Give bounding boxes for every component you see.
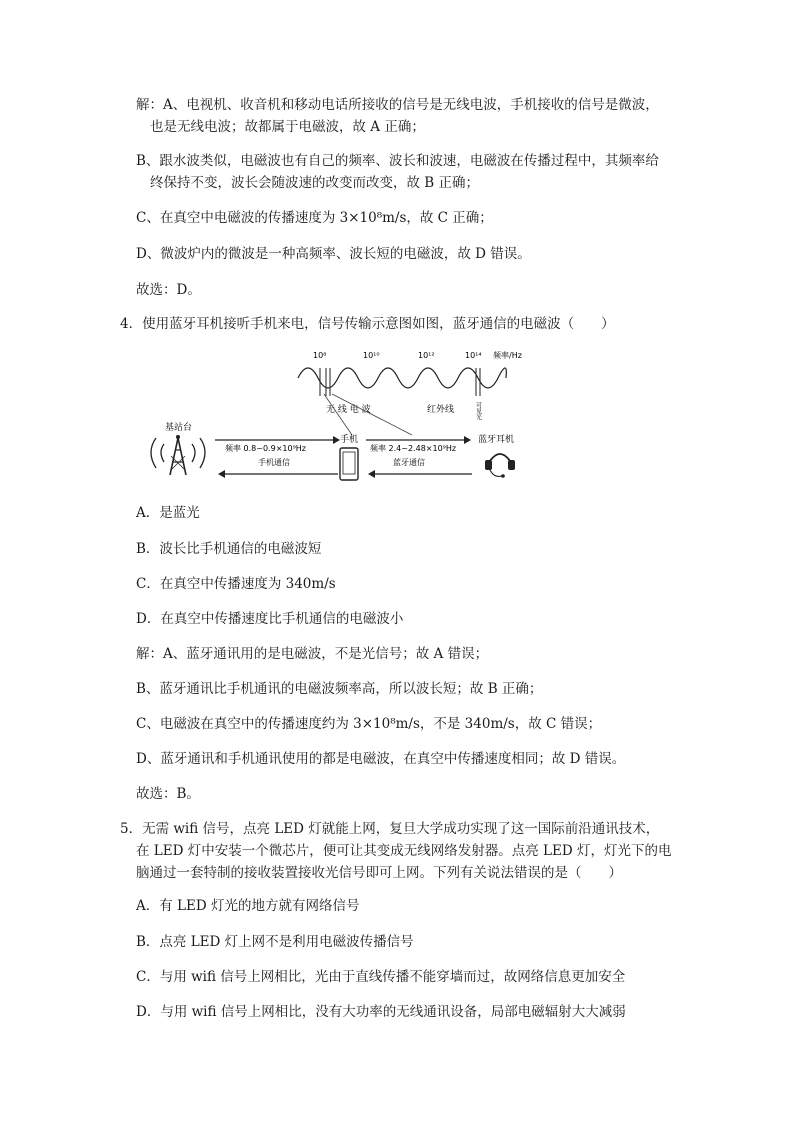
q4-answer: 故选：B。 — [136, 786, 200, 802]
q3-solution-line-4: 终保持不变，波长会随波速的改变而改变，故 B 正确； — [150, 175, 480, 191]
bt-freq-label: 频率 2.4~2.48×10⁹Hz — [370, 444, 457, 453]
q3-solution-line-2: 也是无线电波；故都属于电磁波，故 A 正确； — [150, 119, 425, 135]
q5-option-c: C．与用 wifi 信号上网相比，光由于直线传播不能穿墙而过，故网络信息更加安全 — [136, 969, 626, 985]
q3-solution-line-3: B、跟水波类似，电磁波也有自己的频率、波长和波速，电磁波在传播过程中，其频率给 — [136, 153, 659, 169]
q4-solution-line-1: 解：A、蓝牙通讯用的是电磁波，不是光信号；故 A 错误； — [136, 646, 489, 662]
q5-option-a: A．有 LED 灯光的地方就有网络信号 — [136, 898, 360, 914]
q5-stem-line-3: 脑通过一套特制的接收装置接收光信号即可上网。下列有关说法错误的是（ ） — [136, 865, 622, 881]
arrowhead-right-1 — [333, 436, 340, 444]
q3-solution-line-1: 解：A、电视机、收音机和移动电话所接收的信号是无线电波，手机接收的信号是微波， — [136, 97, 659, 113]
arrowhead-left-2 — [368, 470, 375, 478]
tick-3: 10¹² — [418, 351, 435, 360]
q5-option-b: B．点亮 LED 灯上网不是利用电磁波传播信号 — [136, 934, 414, 950]
q4-solution-line-3: C、电磁波在真空中的传播速度约为 3×10⁸m/s，不是 340m/s，故 C 错误； — [136, 716, 602, 732]
q4-solution-line-2: B、蓝牙通讯比手机通讯的电磁波频率高，所以波长短；故 B 正确； — [136, 681, 543, 697]
infrared-label: 红外线 — [427, 405, 455, 415]
q4-option-b: B．波长比手机通信的电磁波短 — [136, 541, 322, 557]
phone-icon — [340, 448, 358, 480]
arrowhead-left-1 — [218, 470, 225, 478]
arrowhead-right-2 — [464, 436, 471, 444]
q5-stem-line-2: 在 LED 灯中安装一个微芯片，便可让其变成无线网络发射器。点亮 LED 灯，灯光下的电 — [136, 843, 672, 859]
phone-label: 手机 — [340, 435, 359, 445]
q3-solution-line-6: D、微波炉内的微波是一种高频率、波长短的电磁波，故 D 错误。 — [136, 246, 531, 262]
headset-icon — [485, 454, 515, 478]
phone-freq-label: 频率 0.8~0.9×10⁹Hz — [225, 444, 306, 453]
bt-headset-label: 蓝牙耳机 — [478, 435, 515, 445]
tower-icon — [151, 435, 205, 475]
tick-1: 10⁸ — [313, 351, 327, 360]
q3-solution-line-5: C、在真空中电磁波的传播速度为 3×10⁸m/s，故 C 正确； — [136, 210, 493, 226]
visible-light-label: 可见光 — [474, 402, 482, 420]
q4-figure — [130, 340, 550, 490]
radio-wave-label: 无 线 电 波 — [326, 405, 371, 415]
q3-answer: 故选：D。 — [136, 282, 201, 298]
base-station-label: 基站台 — [165, 423, 193, 433]
q4-solution-line-4: D、蓝牙通讯和手机通讯使用的都是电磁波，在真空中传播速度相同；故 D 错误。 — [136, 751, 626, 767]
q4-option-d: D．在真空中传播速度比手机通信的电磁波小 — [136, 611, 404, 627]
q4-option-a: A．是蓝光 — [136, 505, 200, 521]
phone-comm-label: 手机通信 — [258, 458, 290, 467]
freq-axis-label: 频率/Hz — [493, 351, 522, 360]
q4-stem: 4．使用蓝牙耳机接听手机来电，信号传输示意图如图，蓝牙通信的电磁波（ ） — [120, 316, 615, 332]
tick-2: 10¹⁰ — [363, 351, 380, 360]
q4-option-c: C．在真空中传播速度为 340m/s — [136, 576, 336, 592]
q5-stem-line-1: 5．无需 wifi 信号，点亮 LED 灯就能上网，复旦大学成功实现了这一国际前沿通讯技术， — [120, 821, 660, 837]
tick-4: 10¹⁴ — [465, 351, 482, 360]
q5-option-d: D．与用 wifi 信号上网相比，没有大功率的无线通讯设备，局部电磁辐射大大减弱 — [136, 1004, 626, 1020]
spectrum-wave — [298, 368, 506, 388]
bt-comm-label: 蓝牙通信 — [393, 458, 425, 467]
